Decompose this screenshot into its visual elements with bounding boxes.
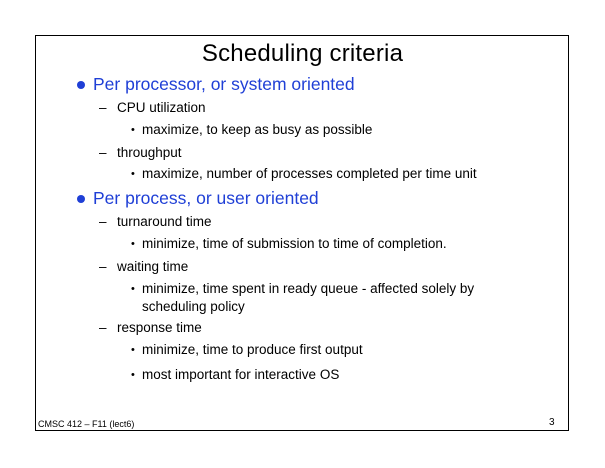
dash-icon: – [99,100,107,115]
item-waiting-time: waiting time [117,259,189,274]
page-number: 3 [549,417,555,428]
dot-icon: • [131,238,135,250]
section-heading-user: Per process, or user oriented [93,188,319,208]
slide-title: Scheduling criteria [201,40,404,67]
item-throughput: throughput [117,145,182,160]
detail-waiting-time-cont: scheduling policy [142,299,245,314]
detail-waiting-time: minimize, time spent in ready queue - affected solely by [142,281,475,296]
dash-icon: – [99,214,107,229]
dot-icon: • [131,168,135,180]
bullet-icon [77,195,85,203]
detail-throughput: maximize, number of processes completed per time unit [142,166,477,181]
section-heading-system: Per processor, or system oriented [93,74,355,94]
dot-icon: • [131,124,135,136]
bullet-icon [77,81,85,89]
dash-icon: – [99,320,107,335]
item-turnaround-time: turnaround time [117,214,212,229]
dash-icon: – [99,259,107,274]
dot-icon: • [131,369,135,381]
detail-cpu-utilization: maximize, to keep as busy as possible [142,122,373,137]
item-response-time: response time [117,320,202,335]
item-cpu-utilization: CPU utilization [117,100,206,115]
dash-icon: – [99,145,107,160]
dot-icon: • [131,283,135,295]
detail-turnaround-time: minimize, time of submission to time of completion. [142,236,447,251]
detail-response-time-1: minimize, time to produce first output [142,342,363,357]
slide-footer: CMSC 412 – F11 (lect6) [38,419,135,429]
dot-icon: • [131,344,135,356]
detail-response-time-2: most important for interactive OS [142,367,340,382]
